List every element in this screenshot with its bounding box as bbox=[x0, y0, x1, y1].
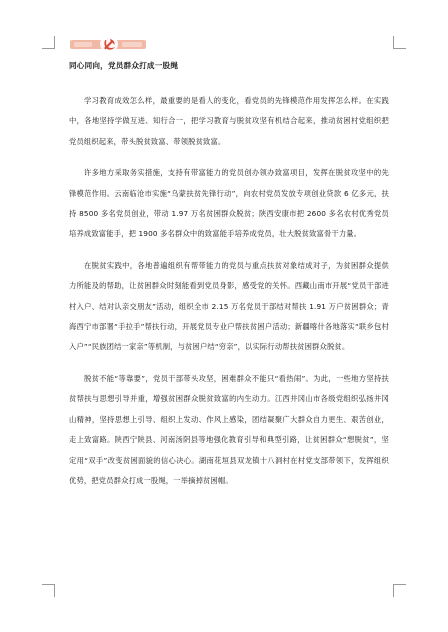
paragraph-4: 脱贫不能“等靠要”，党员干部带头攻坚，困难群众不能只“看热闹”。为此，一些地方坚持扶贫帮扶与思想引导并重，增强贫困群众脱贫致富的内生动力。江西井冈山市各级党组织弘扬井冈山精神，坚持思想上引导、组织上发动、作风上感染，团结凝聚广大群众自力更生、艰苦创业，走上致富路。陕西宁陕县、河南汤阴县等地强化教育引导和典型引路，让贫困群众“想脱贫”，坚定用“双手”改变贫困面貌的信心决心。湖南花垣县双龙镇十八洞村在村党支部带领下，发挥组织优势，把党员群众打成一股绳，一举摘掉贫困帽。 bbox=[69, 373, 389, 485]
crop-mark-bottom-left bbox=[42, 584, 55, 597]
document-title: 同心同向，党员群众打成一股绳 bbox=[69, 61, 179, 70]
crop-mark-top-right bbox=[393, 36, 406, 49]
party-emblem-icon bbox=[99, 34, 119, 54]
paragraph-3: 在脱贫实践中，各地普遍组织有帮带能力的党员与重点扶贫对象结成对子，为贫困群众提供力所能及的帮助，让贫困群众时刻能看到党员身影，感受党的关怀。西藏山南市开展“党员干部进村入户、结对认亲交朋友”活动，组织全市 2.15 万名党员干部结对帮扶 1.91 万户贫困群众；青海西宁市部署“手拉手”帮扶行动，开展党员专业户帮扶贫困户活动；新疆喀什各地落实“联乡包村入户”“民族团结一家亲”等机制，与贫困户结“穷亲”，以实际行动帮扶贫困群众脱贫。 bbox=[69, 260, 389, 352]
crop-mark-bottom-right bbox=[393, 584, 406, 597]
document-body bbox=[69, 60, 389, 502]
paragraph-1: 学习教育成效怎么样，最重要的是看人的变化，看党员的先锋模范作用发挥怎么样。在实践中，各地坚持学做互进、知行合一，把学习教育与脱贫攻坚有机结合起来，推动贫困村党组织把党员组织起来，带头脱贫致富、带领脱贫致富。 bbox=[69, 96, 389, 146]
paragraph-2: 许多地方采取务实措施，支持有带富能力的党员创办领办致富项目，发挥在脱贫攻坚中的先锋模范作用。云南临沧市实施“乌蒙扶贫先锋行动”，向农村党员发放专项创业贷款 6 亿多元，扶持 8500 多名党员创业，带动 1.97 万名贫困群众脱贫；陕西安康市把 2600 多名农村优秀党员培养成致富能手，把 1900 多名群众中的致富能手培养成党员，壮大脱贫致富骨干力量。 bbox=[69, 168, 389, 239]
crop-mark-top-left bbox=[42, 36, 55, 49]
